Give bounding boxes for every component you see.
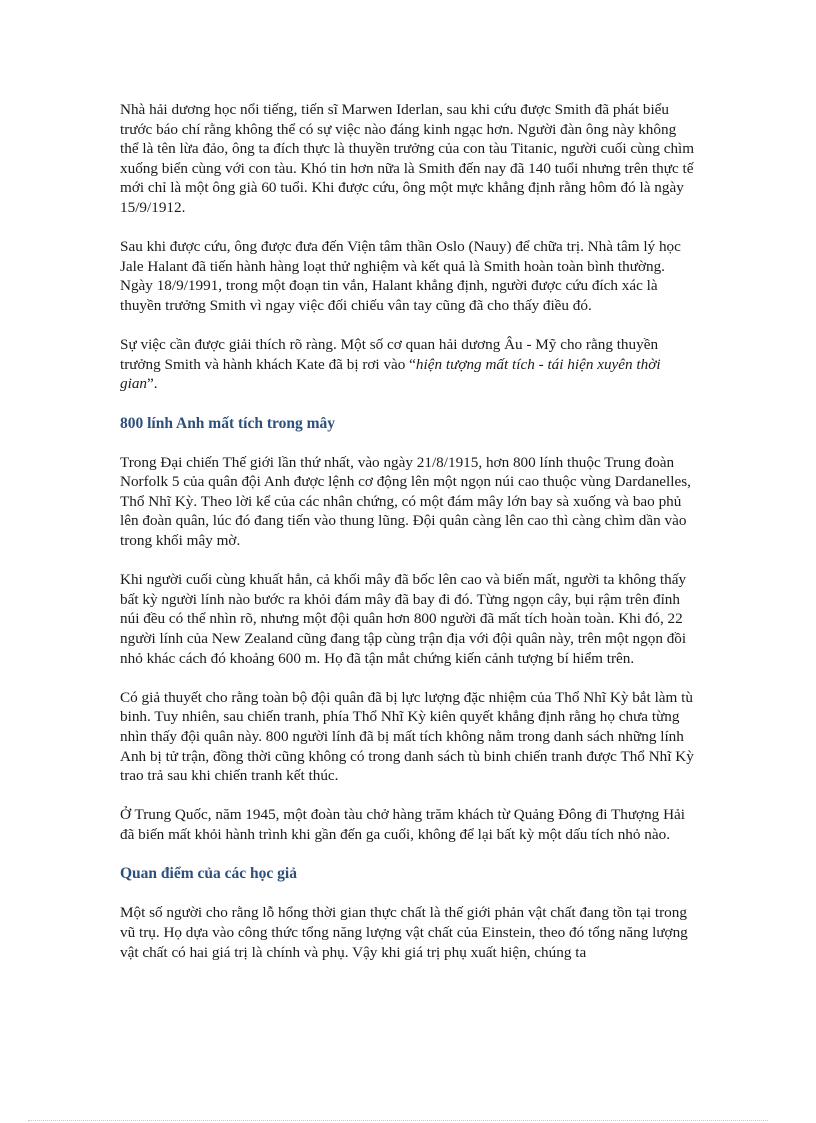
paragraph-hypothesis: Có giả thuyết cho rằng toàn bộ đội quân đã bị lực lượng đặc nhiệm của Thổ Nhĩ Kỳ bắt làm tù binh. Tuy nhiên, sau chiến tranh, phía Thổ Nhĩ Kỳ kiên quyết khẳng định rằng họ chưa từng nhìn thấy đội quân này. 800 người lính đã bị mất tích không nằm trong danh sách những lính Anh bị tử trận, đồng thời cũng không có trong danh sách tù binh chiến tranh được Thổ Nhĩ Kỳ trao trả sau khi chiến tranh kết thúc.: [120, 688, 694, 785]
paragraph-explanation-end: ”.: [147, 375, 158, 393]
section-heading-soldiers: 800 lính Anh mất tích trong mây: [120, 414, 336, 432]
paragraph-explanation: [120, 335, 698, 394]
paragraph-antimatter: Một số người cho rằng lỗ hổng thời gian thực chất là thế giới phản vật chất đang tồn tại trong vũ trụ. Họ dựa vào công thức tổng năng lượng vật chất của Einstein, theo đó tổng năng lượng vật chất có hai giá trị là chính và phụ. Vậy khi giá trị phụ xuất hiện, chúng ta: [120, 904, 688, 961]
paragraph-explanation-text: Sự việc cần được giải thích rõ ràng. Một số cơ quan hải dương Âu - Mỹ cho rằng thuyền trưởng Smith và hành khách Kate đã bị rơi vào “: [120, 336, 659, 373]
paragraph-norfolk-regiment: Trong Đại chiến Thế giới lần thứ nhất, vào ngày 21/8/1915, hơn 800 lính thuộc Trung đoàn Norfolk 5 của quân đội Anh được lệnh cơ động lên một ngọn núi cao thuộc vùng Dardanelles, Thổ Nhĩ Kỳ. Theo lời kể của các nhân chứng, có một đám mây lớn bay sà xuống và bao phủ lên đoàn quân, lúc đó đang tiến vào thung lũng. Đội quân càng lên cao thì càng chìm dần vào trong khối mây mờ.: [120, 453, 691, 550]
page-bottom-divider: [28, 1120, 768, 1121]
phenomenon-term: hiện tượng mất tích - tái hiện xuyên thời gian: [120, 355, 661, 393]
paragraph-oslo-institute: Sau khi được cứu, ông được đưa đến Viện tâm thần Oslo (Nauy) để chữa trị. Nhà tâm lý học Jale Halant đã tiến hành hàng loạt thử nghiệm và kết quả là Smith hoàn toàn bình thường. Ngày 18/9/1991, trong một đoạn tin vắn, Halant khẳng định, người được cứu đích xác là thuyền trưởng Smith vì ngay việc đối chiếu vân tay cũng đã cho thấy điều đó.: [120, 238, 681, 314]
paragraph-china-train: Ở Trung Quốc, năm 1945, một đoàn tàu chở hàng trăm khách từ Quảng Đông đi Thượng Hải đã biến mất khỏi hành trình khi gần đến ga cuối, không để lại bất kỳ một dấu tích nhỏ nào.: [120, 806, 685, 843]
paragraph-cloud-vanish: Khi người cuối cùng khuất hẳn, cả khối mây đã bốc lên cao và biến mất, người ta không thấy bất kỳ người lính nào bước ra khỏi đám mây đã bay đi đó. Từng ngọn cây, bụi rậm trên đỉnh núi đều có thể nhìn rõ, nhưng một đội quân hơn 800 người đã mất tích hoàn toàn. Khi đó, 22 người lính của New Zealand cũng đang tập cùng trận địa với đội quân này, trên một ngọn đồi nhỏ khác cách đó khoảng 600 m. Họ đã tận mắt chứng kiến cảnh tượng bí hiểm trên.: [120, 571, 687, 667]
paragraph-smith-rescue: Nhà hải dương học nổi tiếng, tiến sĩ Marwen Iderlan, sau khi cứu được Smith đã phát biểu trước báo chí rằng không thể có sự việc nào đáng kinh ngạc hơn. Người đàn ông này không thể là tên lừa đảo, ông ta đích thực là thuyền trưởng của con tàu Titanic, người cuối cùng chìm xuống biển cùng với con tàu. Khó tin hơn nữa là Smith đến nay đã 140 tuổi nhưng trên thực tế mới chỉ là một ông già 60 tuổi. Khi được cứu, ông một mực khẳng định rằng hôm đó là ngày 15/9/1912.: [120, 101, 695, 216]
section-heading-scholars: Quan điểm của các học giả: [120, 865, 297, 883]
article-body: [120, 100, 698, 982]
